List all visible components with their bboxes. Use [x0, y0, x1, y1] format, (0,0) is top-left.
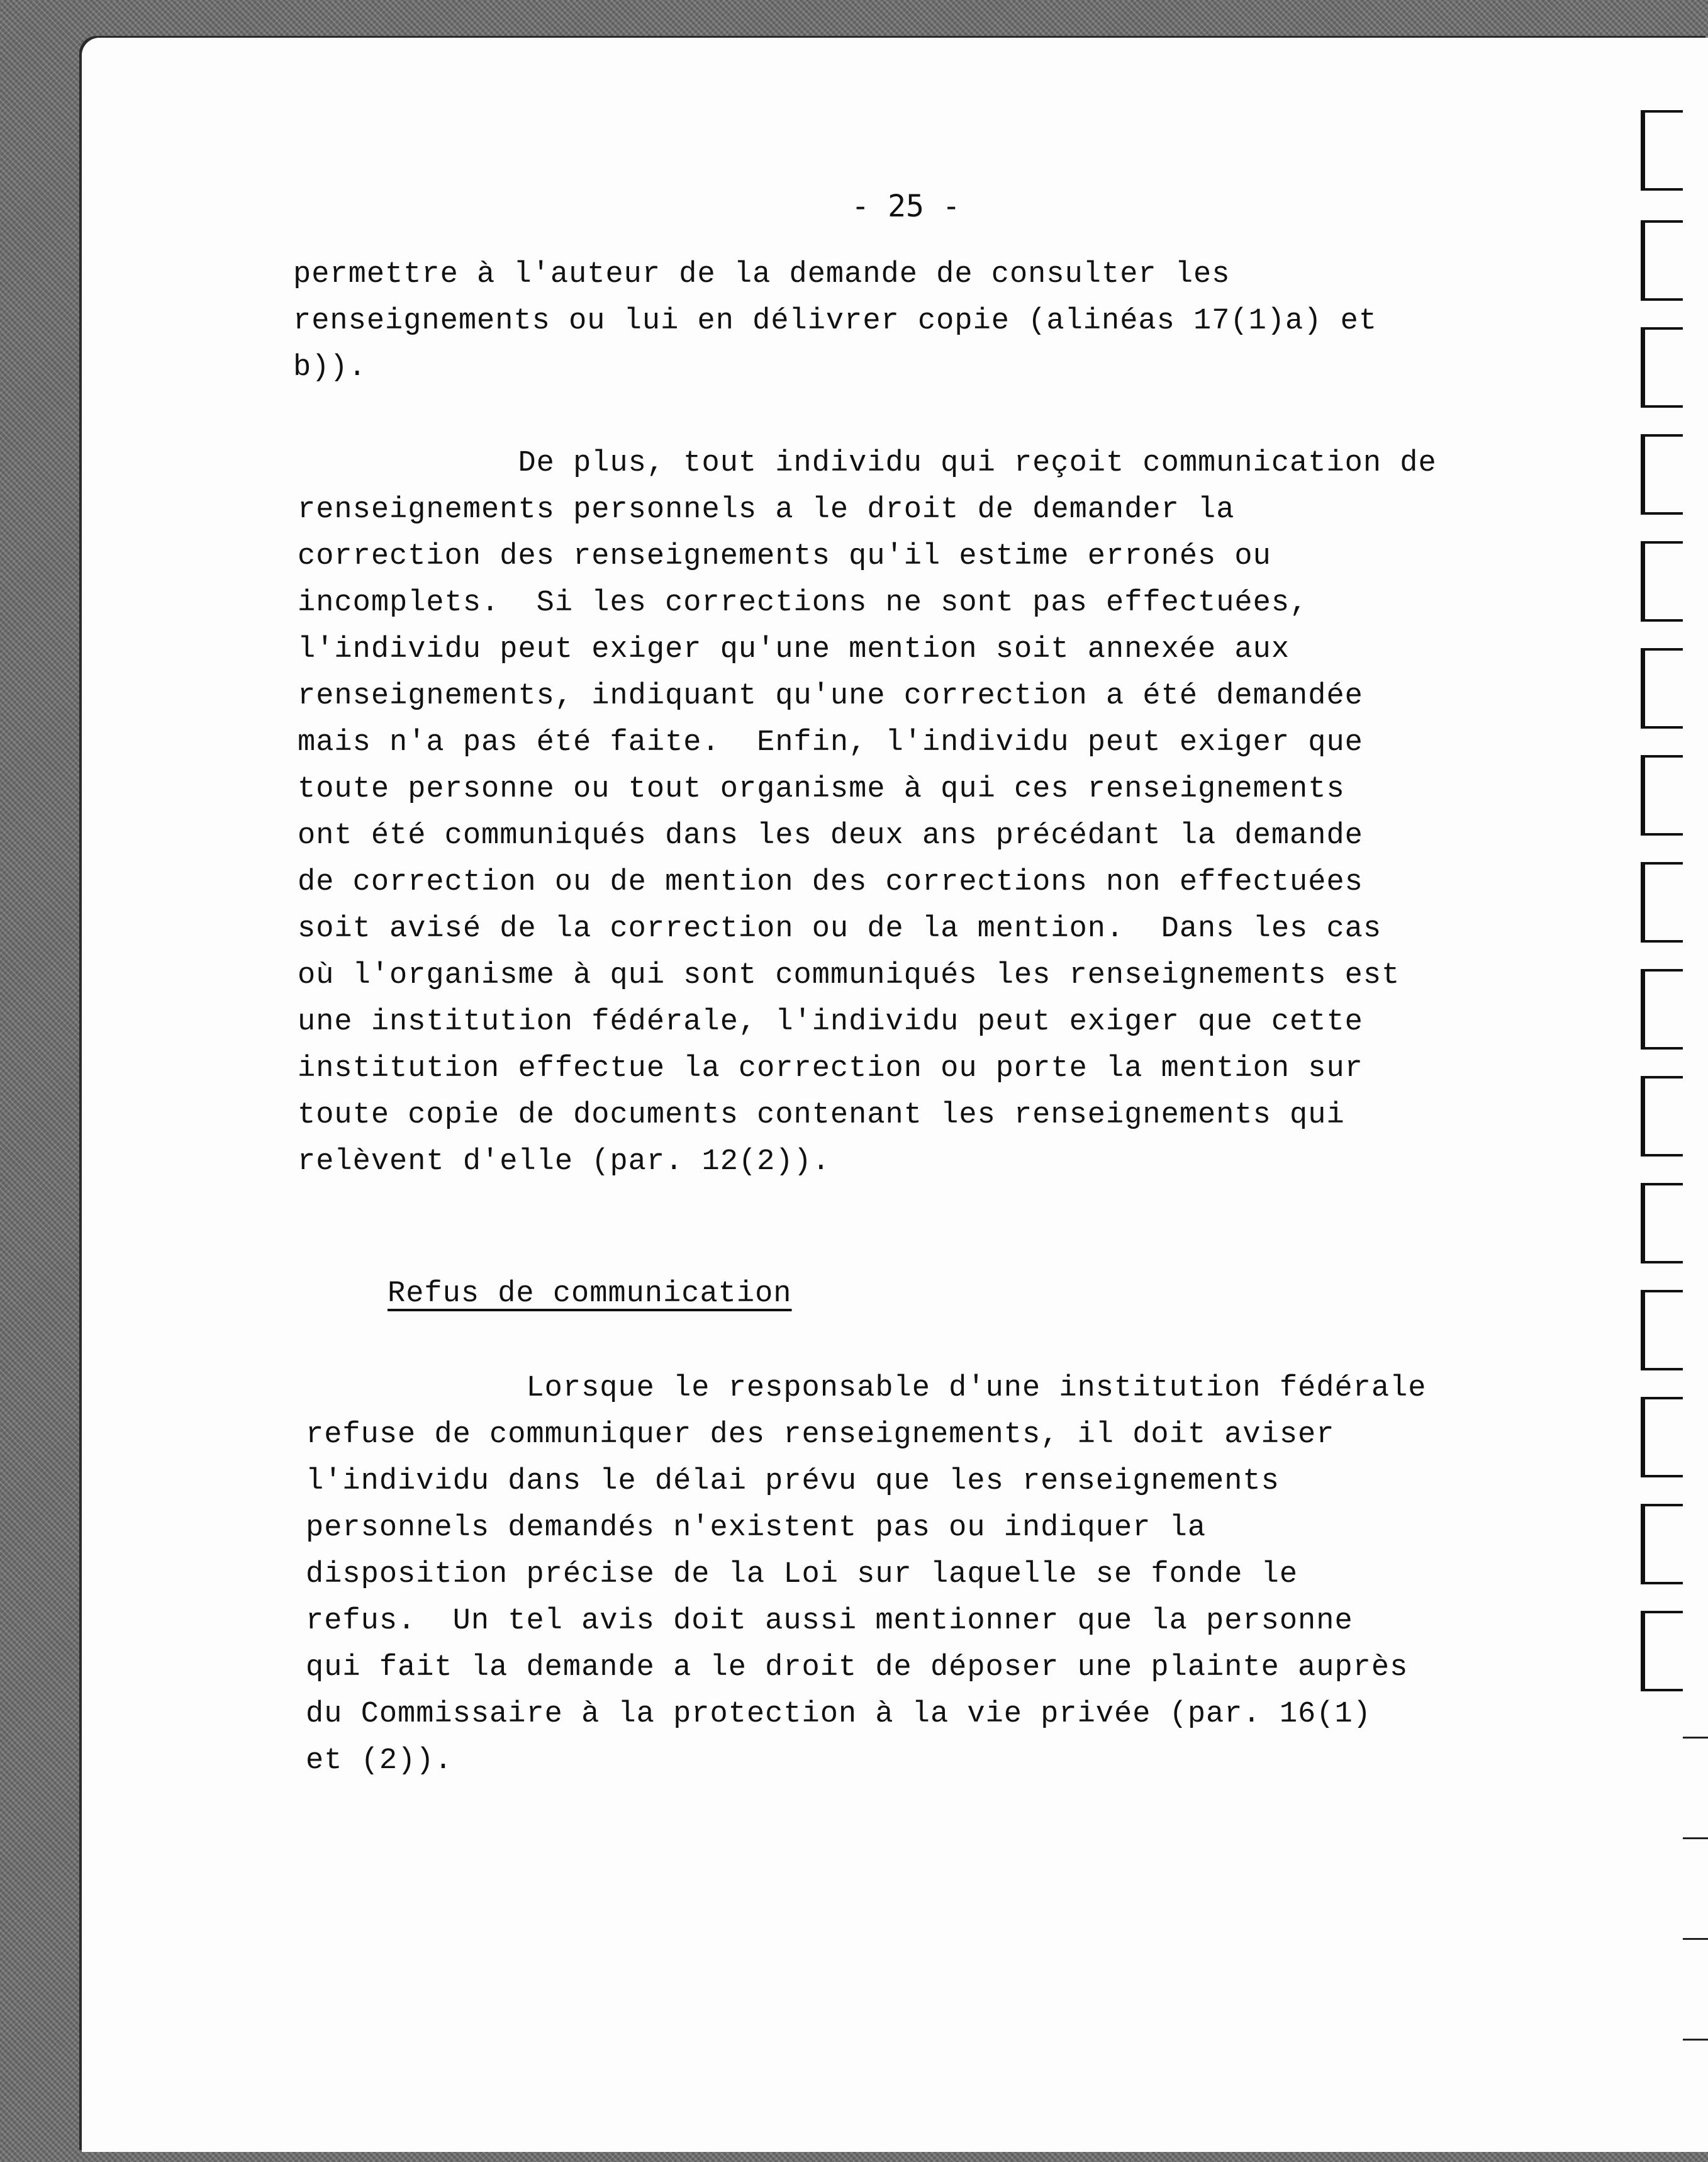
text-line: correction des renseignements qu'il estime erronés ou [298, 540, 1271, 573]
text-line: soit avisé de la correction ou de la mention. Dans les cas [298, 912, 1382, 946]
binding-mark [1683, 1737, 1708, 1739]
binding-ring [1641, 1183, 1683, 1263]
document-page [82, 38, 1708, 2152]
text-line: Lorsque le responsable d'une institution fédérale [306, 1372, 1427, 1405]
binding-ring [1641, 541, 1683, 622]
binding-mark [1683, 1837, 1708, 1839]
text-line: institution effectue la correction ou porte la mention sur [298, 1052, 1363, 1085]
section-heading: Refus de communication [388, 1277, 792, 1311]
binding-mark [1683, 1938, 1708, 1940]
paragraph-3 [306, 1365, 1426, 1784]
text-line: refus. Un tel avis doit aussi mentionner que la personne [306, 1605, 1353, 1638]
paragraph-2 [298, 440, 1437, 1185]
paragraph-1 [293, 252, 1377, 391]
text-line: relèvent d'elle (par. 12(2)). [298, 1145, 830, 1179]
text-line: disposition précise de la Loi sur laquelle se fonde le [306, 1558, 1298, 1591]
text-line: personnels demandés n'existent pas ou indiquer la [306, 1511, 1207, 1545]
text-line: où l'organisme à qui sont communiqués les renseignements est [298, 959, 1400, 992]
binding-ring [1641, 220, 1683, 301]
binding-mark [1683, 2039, 1708, 2041]
text-line: toute copie de documents contenant les renseignements qui [298, 1099, 1345, 1132]
binding-ring [1641, 969, 1683, 1050]
text-line: mais n'a pas été faite. Enfin, l'individu peut exiger que [298, 726, 1363, 759]
text-line: et (2)). [306, 1744, 453, 1778]
text-line: renseignements ou lui en délivrer copie (alinéas 17(1)a) et [293, 305, 1378, 338]
text-line: de correction ou de mention des corrections non effectuées [298, 866, 1363, 899]
text-line: renseignements, indiquant qu'une correction a été demandée [298, 680, 1363, 713]
text-line: permettre à l'auteur de la demande de consulter les [293, 258, 1231, 291]
binding-ring [1641, 1290, 1683, 1370]
text-line: refuse de communiquer des renseignements, il doit aviser [306, 1418, 1335, 1452]
text-line: du Commissaire à la protection à la vie privée (par. 16(1) [306, 1698, 1371, 1731]
spiral-binding [1614, 38, 1708, 2152]
binding-ring [1641, 862, 1683, 943]
text-line: b)). [293, 351, 367, 384]
text-line: toute personne ou tout organisme à qui ces renseignements [298, 773, 1345, 806]
binding-ring [1641, 1076, 1683, 1157]
text-line: De plus, tout individu qui reçoit communication de [298, 447, 1437, 480]
text-line: l'individu peut exiger qu'une mention soit annexée aux [298, 633, 1290, 666]
binding-ring [1641, 648, 1683, 729]
binding-ring [1641, 1397, 1683, 1477]
page-number: - 25 - [851, 189, 961, 224]
binding-ring [1641, 110, 1683, 191]
text-line: qui fait la demande a le droit de déposer une plainte auprès [306, 1651, 1409, 1684]
binding-ring [1641, 1611, 1683, 1691]
text-line: ont été communiqués dans les deux ans précédant la demande [298, 819, 1363, 853]
text-line: l'individu dans le délai prévu que les renseignements [306, 1465, 1280, 1498]
text-line: renseignements personnels a le droit de demander la [298, 493, 1235, 527]
binding-ring [1641, 1504, 1683, 1584]
binding-ring [1641, 755, 1683, 836]
text-line: incomplets. Si les corrections ne sont pas effectuées, [298, 586, 1309, 620]
binding-ring [1641, 434, 1683, 515]
text-line: une institution fédérale, l'individu peut exiger que cette [298, 1005, 1363, 1039]
binding-ring [1641, 327, 1683, 408]
